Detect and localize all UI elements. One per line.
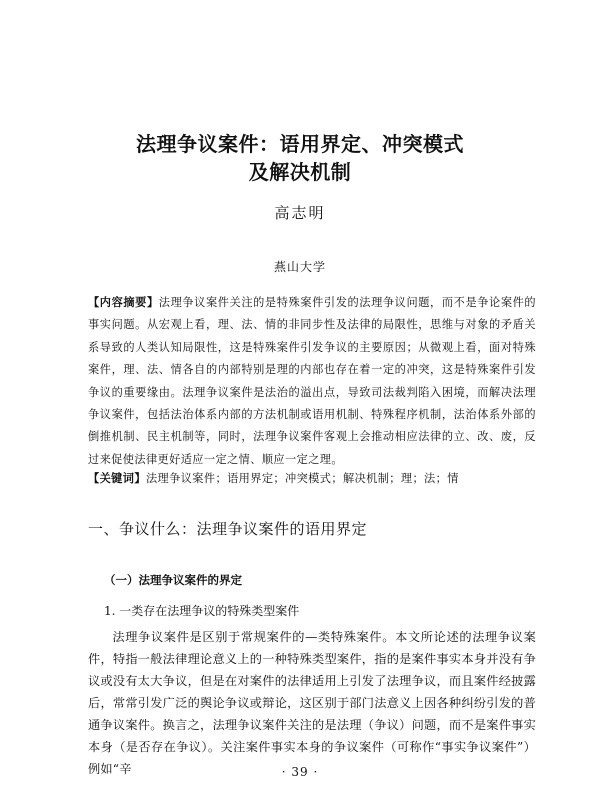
abstract-text: 法理争议案件关注的是特殊案件引发的法理争议问题，而不是争论案件的事实问题。从宏观上看，理、法、情的非同步性及法律的局限性，思维与对象的矛盾关系导致的人类认知局限性，这是特殊案件引发争议的主要原因；从微观上看，面对特殊案件，理、法、情各自的内部特别是理的内部也存在着一定的冲突，这是特殊案件引发争议的重要缘由。法理争议案件是法治的溢出点，导致司法裁判陷入困境，而解决法理争议案件，包括法治体系内部的方法机制或语用机制、特殊程序机制，法治体系外部的倒推机制、民主机制等，同时，法理争议案件客观上会推动相应法律的立、改、废，反过来促使法律更好适应一定之情、顺应一定之理。: [88, 296, 536, 466]
article-title-line-1: 法理争议案件：语用界定、冲突模式: [136, 132, 464, 156]
abstract-label: 【内容摘要】: [88, 296, 159, 309]
article-title-line-2: 及解决机制: [248, 160, 352, 184]
section-heading: 一、争议什么：法理争议案件的语用界定: [88, 520, 368, 538]
page-number: · 39 ·: [281, 765, 319, 779]
abstract-paragraph: [88, 292, 536, 471]
body-text: [88, 626, 536, 780]
body-paragraph: 法理争议案件是区别于常规案件的—类特殊案件。本文所论述的法理争议案件，特指一般法律理论意义上的一种特殊类型案件，指的是案件事实本身并没有争议或没有太大争议，但是在对案件的法律适用上引发了法理争议，而且案件经披露后，常常引发广泛的舆论争议或辩论，这区别于部门法意义上因各种纠纷引发的普通争议案件。换言之，法理争议案件关注的是法理（争议）问题，而不是案件事实本身（是否存在争议）。关注案件事实本身的争议案件（可称作“事实争议案件”）例如“辛: [88, 630, 536, 776]
subsection-heading: （一）法理争议案件的界定: [104, 573, 242, 587]
keywords-paragraph: [88, 468, 536, 490]
author-affiliation: 燕山大学: [273, 260, 326, 274]
subsubsection-heading: 1. 一类存在法理争议的特殊类型案件: [104, 604, 300, 618]
keywords-text: 法理争议案件；语用界定；冲突模式；解决机制；理；法；情: [145, 472, 459, 485]
author-name: 高志明: [274, 204, 326, 222]
keywords-label: 【关键词】: [88, 472, 146, 485]
abstract: [88, 292, 536, 471]
keywords: [88, 468, 536, 490]
